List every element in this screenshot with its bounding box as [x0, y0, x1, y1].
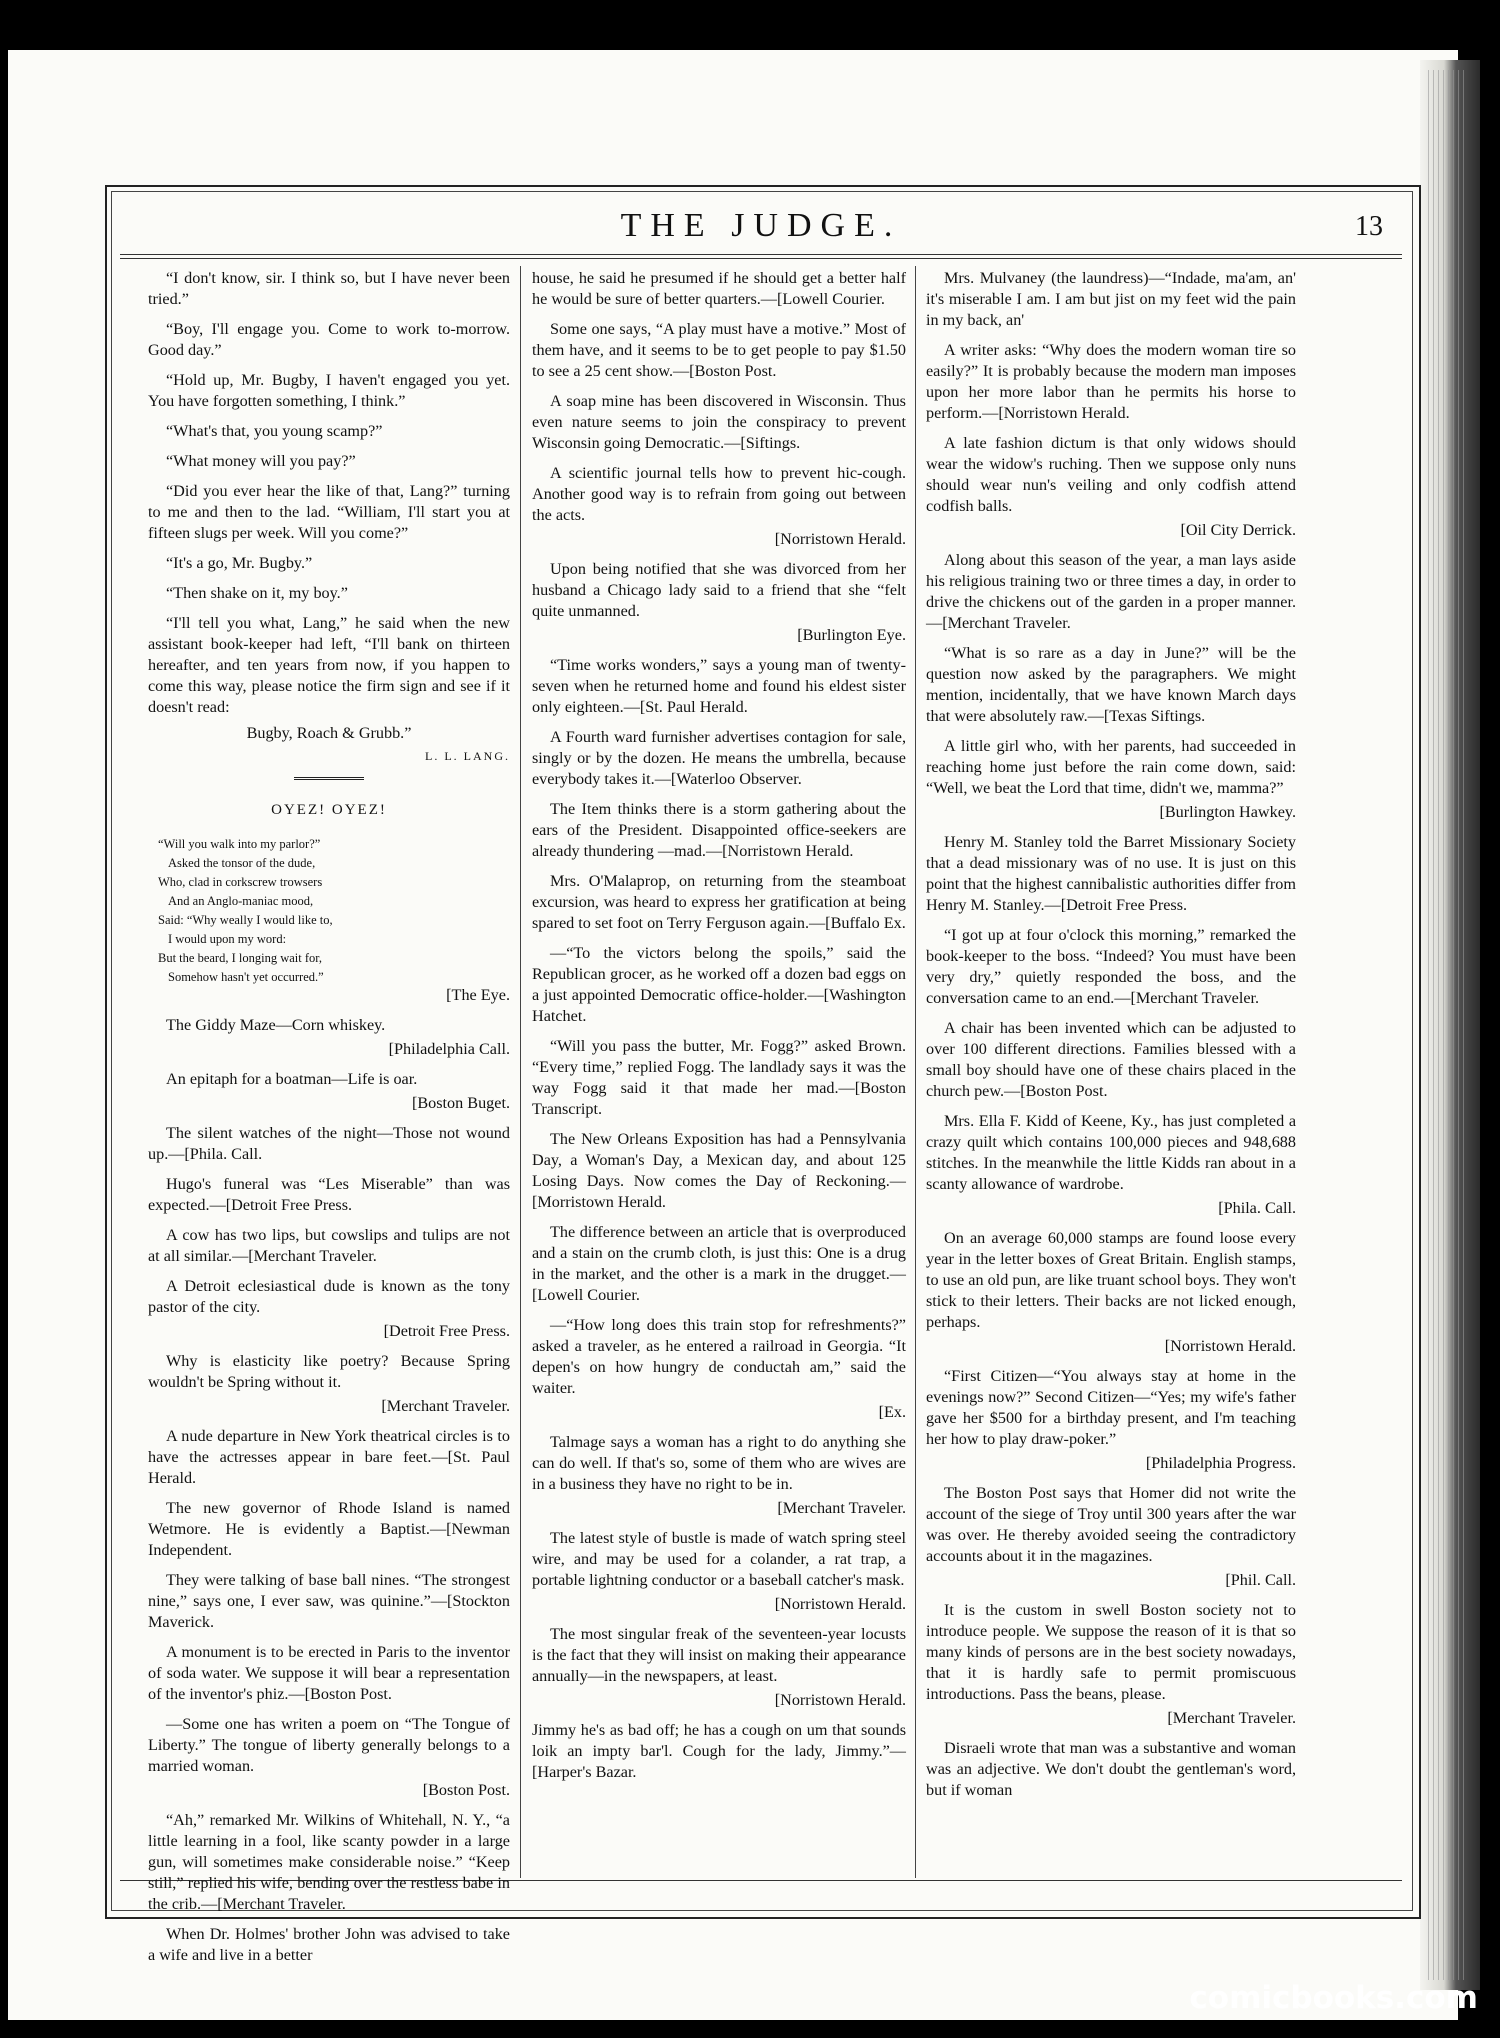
paragraph: The Boston Post says that Homer did not write the account of the siege of Troy until 300 years after the war was over. He thereby avoided seeing the contradictory accounts about it in the magazines.: [926, 1484, 1296, 1565]
paragraph: “Time works wonders,” says a young man of twenty-seven when he returned home and found his eldest sister only eighteen.—[St. Paul Herald.: [532, 656, 906, 716]
paragraph: The Item thinks there is a storm gathering about the ears of the President. Disappointed office-seekers are already thundering —mad.—[Norristown Herald.: [532, 800, 906, 860]
paragraph: “What is so rare as a day in June?” will be the question now asked by the paragraphers. We might mention, incidentally, that we have known March days that were absolutely raw.—[Texas Siftings.: [926, 644, 1296, 725]
poem-line: I would upon my word:: [168, 932, 287, 946]
paragraph: An epitaph for a boatman—Life is oar.: [166, 1070, 418, 1088]
paragraph: “Ah,” remarked Mr. Wilkins of Whitehall, N. Y., “a little learning in a fool, like scanty powder in a large gun, will sometimes make considerable noise.” “Keep still,” replied his wife, bending over the restless babe in the crib.—[Merchant Traveler.: [148, 1811, 510, 1913]
watermark: comicbooks.com: [1189, 1980, 1478, 2016]
paragraph: It is the custom in swell Boston society not to introduce people. We suppose the reason of it is that so many kinds of persons are in the best society nowadays, that it is hardly safe to permit promiscuous introductions. Pass the beans, please.: [926, 1601, 1296, 1703]
paragraph: Along about this season of the year, a man lays aside his religious training two or three times a day, in order to drive the chickens out of the garden in a proper manner.—[Merchant Traveler.: [926, 551, 1296, 632]
paragraph: Mrs. Mulvaney (the laundress)—“Indade, ma'am, an' it's miserable I am. I am but jist on my feet wid the pain in my back, an': [926, 269, 1296, 329]
paragraph: A Fourth ward furnisher advertises contagion for sale, singly or by the dozen. He means the umbrella, because everybody takes it.—[Waterloo Observer.: [532, 728, 906, 788]
paragraph: A scientific journal tells how to prevent hic-cough. Another good way is to refrain from going out between the acts.: [532, 464, 906, 524]
paragraph: “Did you ever hear the like of that, Lang?” turning to me and then to the lad. “William, I'll start you at fifteen slugs per week. Will you come?”: [148, 482, 510, 542]
paragraph: A late fashion dictum is that only widows should wear the widow's ruching. Then we suppose only nuns should wear nun's veiling and only codfish attend codfish balls.: [926, 434, 1296, 515]
poem-title: OYEZ! OYEZ!: [271, 802, 387, 818]
paragraph: A chair has been invented which can be adjusted to over 100 different directions. Families blessed with a small boy should have one of these chairs placed in the church pew.—[Boston Post.: [926, 1019, 1296, 1100]
source-credit: [Norristown Herald.: [774, 1691, 906, 1709]
paragraph: The Giddy Maze—Corn whiskey.: [166, 1016, 386, 1034]
poem-line: But the beard, I longing wait for,: [158, 951, 323, 965]
section-rule: [294, 777, 364, 780]
paragraph: “I'll tell you what, Lang,” he said when the new assistant book-keeper had left, “I'll bank on thirteen hereafter, and ten years from now, if you happen to come this way, please notice the firm sign and see if it doesn't read:: [148, 614, 510, 716]
column-1: [148, 268, 510, 1964]
firm-sign: Bugby, Roach & Grubb.”: [246, 724, 412, 742]
paragraph: —“How long does this train stop for refreshments?” asked a traveler, as he entered a railroad in Georgia. “It depen's on how hungry de conductah am,” said the waiter.: [532, 1316, 906, 1397]
paragraph: A writer asks: “Why does the modern woman tire so easily?” It is probably because the modern man imposes upon her more labor than he permits his horse to perform.—[Norristown Herald.: [926, 341, 1296, 422]
source-credit: [Burlington Hawkey.: [1159, 803, 1296, 821]
source-credit: [Norristown Herald.: [774, 530, 906, 548]
source-credit: [Merchant Traveler.: [777, 1499, 906, 1517]
source-credit: [Merchant Traveler.: [381, 1397, 510, 1415]
paragraph: The new governor of Rhode Island is named Wetmore. He is evidently a Baptist.—[Newman Independent.: [148, 1499, 510, 1559]
paragraph: —“To the victors belong the spoils,” said the Republican grocer, as he worked off a dozen bad eggs on a just appointed Democratic office-holder.—[Washington Hatchet.: [532, 944, 906, 1025]
source-credit: [Philadelphia Progress.: [1145, 1454, 1296, 1472]
paragraph: “Then shake on it, my boy.”: [166, 584, 348, 602]
poem-line: And an Anglo-maniac mood,: [168, 894, 314, 908]
paragraph: —Some one has writen a poem on “The Tongue of Liberty.” The tongue of liberty generally belongs to a married woman.: [148, 1715, 510, 1775]
poem-line: Asked the tonsor of the dude,: [168, 856, 316, 870]
paragraph: “I don't know, sir. I think so, but I have never been tried.”: [148, 269, 510, 308]
source-credit: [Phila. Call.: [1218, 1199, 1296, 1217]
paragraph: Mrs. Ella F. Kidd of Keene, Ky., has just completed a crazy quilt which contains 100,000 pieces and 948,688 stitches. In the meanwhile the little Kidds ran about in a scanty allowance of wardrobe.: [926, 1112, 1296, 1193]
source-credit: [Norristown Herald.: [774, 1595, 906, 1613]
column-2: [532, 268, 906, 1878]
header-rule-2: [120, 258, 1402, 259]
paragraph: The difference between an article that is overproduced and a stain on the crumb cloth, is just this: One is a drug in the market, and the other is a mark in the drugget.—[Lowell Courier.: [532, 1223, 906, 1304]
page-header: [111, 205, 1411, 255]
paragraph: house, he said he presumed if he should get a better half he would be sure of better quarters.—[Lowell Courier.: [532, 269, 906, 308]
column-divider-2: [915, 266, 916, 1878]
paragraph: A little girl who, with her parents, had succeeded in reaching home just before the rain come down, said: “Well, we beat the Lord that time, didn't we, mamma?”: [926, 737, 1296, 797]
author-signature: L. L. LANG.: [425, 749, 510, 763]
page-number: 13: [1355, 211, 1383, 242]
paragraph: Jimmy he's as bad off; he has a cough on um that sounds loik an impty bar'l. Cough for the lady, Jimmy.”—[Harper's Bazar.: [532, 1721, 906, 1781]
paragraph: A Detroit eclesiastical dude is known as the tony pastor of the city.: [148, 1277, 510, 1316]
paragraph: “It's a go, Mr. Bugby.”: [166, 554, 313, 572]
poem-line: Said: “Why weally I would like to,: [158, 913, 333, 927]
paragraph: “Boy, I'll engage you. Come to work to-morrow. Good day.”: [148, 320, 510, 359]
masthead-title: THE JUDGE.: [620, 207, 902, 244]
column-3: [926, 268, 1296, 1878]
poem: [148, 835, 510, 987]
header-rule: [120, 254, 1402, 255]
paragraph: A soap mine has been discovered in Wisconsin. Thus even nature seems to join the conspiracy to prevent Wisconsin going Democratic.—[Siftings.: [532, 392, 906, 452]
poem-line: Somehow hasn't yet occurred.”: [168, 970, 324, 984]
page-edges: [1428, 70, 1468, 1980]
poem-line: Who, clad in corkscrew trowsers: [158, 875, 323, 889]
paragraph: “Hold up, Mr. Bugby, I haven't engaged you yet. You have forgotten something, I think.”: [148, 371, 510, 410]
poem-line: “Will you walk into my parlor?”: [158, 837, 321, 851]
paragraph: Some one says, “A play must have a motive.” Most of them have, and it seems to be to get people to pay $1.50 to see a 25 cent show.—[Boston Post.: [532, 320, 906, 380]
paragraph: Upon being notified that she was divorced from her husband a Chicago lady said to a friend that she “felt quite unmanned.: [532, 560, 906, 620]
source-credit: [Boston Buget.: [411, 1094, 510, 1112]
paragraph: “Will you pass the butter, Mr. Fogg?” asked Brown. “Every time,” replied Fogg. The landlady says it was the way Fogg said it that made her mad.—[Boston Transcript.: [532, 1037, 906, 1118]
paragraph: “I got up at four o'clock this morning,” remarked the book-keeper to the boss. “Indeed? You must have been very dry,” quietly responded the boss, and the conversation came to an end.—[Merchant Traveler.: [926, 926, 1296, 1007]
source-credit: [Boston Post.: [422, 1781, 510, 1799]
paragraph: Hugo's funeral was “Les Miserable” than was expected.—[Detroit Free Press.: [148, 1175, 510, 1214]
paragraph: Mrs. O'Malaprop, on returning from the steamboat excursion, was heard to express her gratification at being spared to set foot on Terry Ferguson again.—[Buffalo Ex.: [532, 872, 906, 932]
paragraph: They were talking of base ball nines. “The strongest nine,” says one, I ever saw, was quinine.”—[Stockton Maverick.: [148, 1571, 510, 1631]
source-credit: [Ex.: [878, 1403, 906, 1421]
source-credit: [The Eye.: [446, 986, 510, 1004]
source-credit: [Detroit Free Press.: [383, 1322, 510, 1340]
paragraph: The most singular freak of the seventeen-year locusts is the fact that they will insist on making their appearance annually—in the newspapers, at least.: [532, 1625, 906, 1685]
source-credit: [Oil City Derrick.: [1180, 521, 1296, 539]
paragraph: “What's that, you young scamp?”: [166, 422, 383, 440]
paragraph: Henry M. Stanley told the Barret Missionary Society that a dead missionary was of no use. It is just on this point that the highest cannibalistic authorities differ from Henry M. Stanley.—[Detroit Free Press.: [926, 833, 1296, 914]
paragraph: Why is elasticity like poetry? Because Spring wouldn't be Spring without it.: [148, 1352, 510, 1391]
source-credit: [Philadelphia Call.: [388, 1040, 510, 1058]
paragraph: Talmage says a woman has a right to do anything she can do well. If that's so, some of them who are wives are in a business they have no right to be in.: [532, 1433, 906, 1493]
source-credit: [Burlington Eye.: [797, 626, 906, 644]
source-credit: [Merchant Traveler.: [1167, 1709, 1296, 1727]
paragraph: “What money will you pay?”: [166, 452, 356, 470]
paragraph: A cow has two lips, but cowslips and tulips are not at all similar.—[Merchant Traveler.: [148, 1226, 510, 1265]
paragraph: Disraeli wrote that man was a substantive and woman was an adjective. We don't doubt the gentleman's word, but if woman: [926, 1739, 1296, 1799]
paragraph: “First Citizen—“You always stay at home in the evenings now?” Second Citizen—“Yes; my wife's father gave her $500 for a birthday present, and I'm teaching her how to play draw-poker.”: [926, 1367, 1296, 1448]
paragraph: The latest style of bustle is made of watch spring steel wire, and may be used for a colander, a rat trap, a portable lightning conductor or a baseball catcher's mask.: [532, 1529, 906, 1589]
paragraph: The New Orleans Exposition has had a Pennsylvania Day, a Woman's Day, a Mexican day, and about 125 Losing Days. Now comes the Day of Reckoning.—[Morristown Herald.: [532, 1130, 906, 1211]
paragraph: The silent watches of the night—Those not wound up.—[Phila. Call.: [148, 1124, 510, 1163]
paragraph: A nude departure in New York theatrical circles is to have the actresses appear in bare feet.—[St. Paul Herald.: [148, 1427, 510, 1487]
paragraph: A monument is to be erected in Paris to the inventor of soda water. We suppose it will bear a representation of the inventor's phiz.—[Boston Post.: [148, 1643, 510, 1703]
paragraph: When Dr. Holmes' brother John was advised to take a wife and live in a better: [148, 1925, 510, 1964]
source-credit: [Phil. Call.: [1225, 1571, 1296, 1589]
paragraph: On an average 60,000 stamps are found loose every year in the letter boxes of Great Britain. English stamps, to use an old pun, are like truant school boys. They won't stick to their letters. Their backs are not licked enough, perhaps.: [926, 1229, 1296, 1331]
source-credit: [Norristown Herald.: [1164, 1337, 1296, 1355]
column-divider-1: [520, 266, 521, 1878]
